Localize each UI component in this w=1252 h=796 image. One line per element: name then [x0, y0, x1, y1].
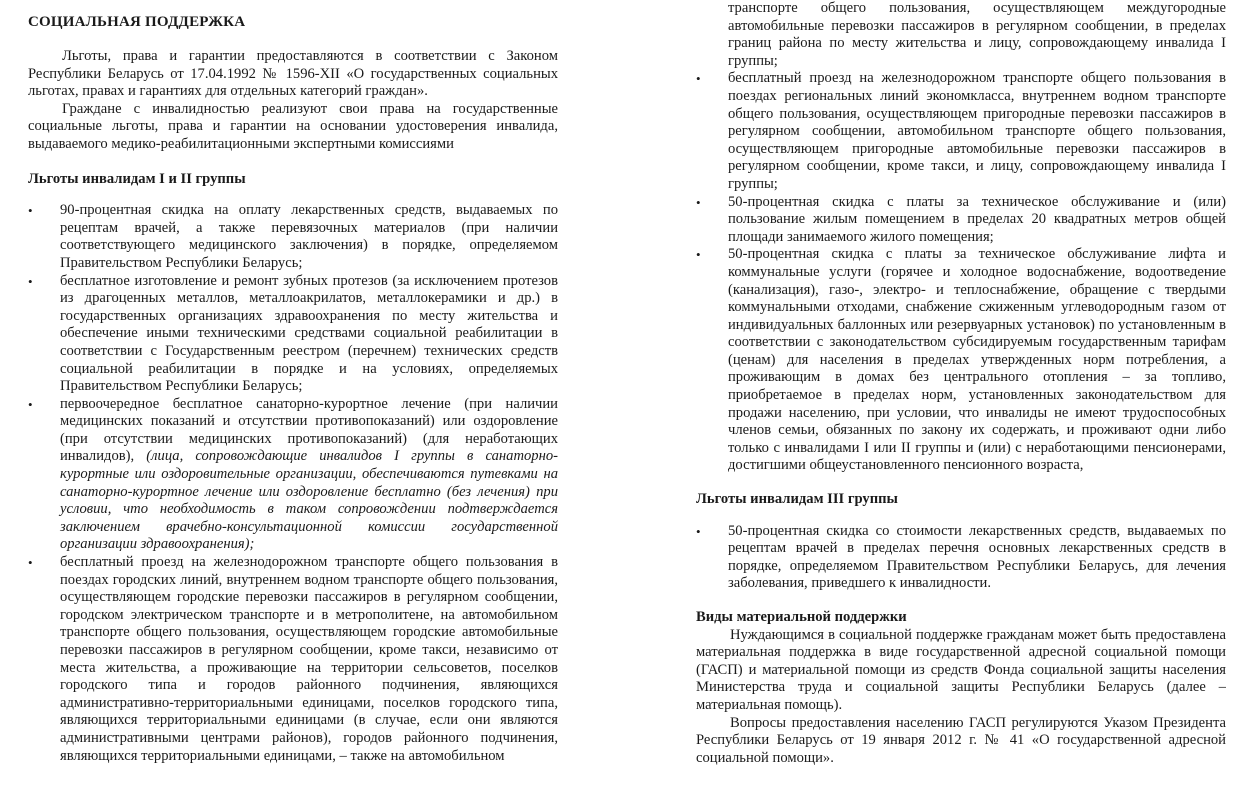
benefits-list-groups-1-2 — [28, 202, 558, 765]
list-item: • бесплатный проезд на железнодорожном транспорте общего пользования в поездах городских линий, внутреннем водном транспорте общего пользования, осуществляющем городские перевозки пассажиров в регулярном сообщении, городском электрическом транспорте и в метрополитене, на автомобильном транспорте общего пользования, осуществляющем городские автомобильные перевозки пассажиров в регулярном сообщении, кроме такси, независимо от места жительства, а проживающие на территории сельсоветов, поселков городского типа и городов районного подчинения, являющихся административно-территориальными единицами, поселков городского типа, являющихся территориальными единицами (в случае, если они являются административными центрами районов), городов районного подчинения, являющихся территориальными единицами, – также на автомобильном — [28, 554, 558, 765]
page-title: СОЦИАЛЬНАЯ ПОДДЕРЖКА — [28, 14, 246, 30]
heading-groups-1-2: Льготы инвалидам I и II группы — [28, 170, 246, 187]
list-item: • 50-процентная скидка со стоимости лекарственных средств, выдаваемых по рецептам врачей в пределах перечня основных лекарственных средств в порядке, определяемом Правительством Республики Беларусь, для лечения заболевания, приведшего к инвалидности. — [696, 523, 1226, 593]
benefits-list-group-3 — [696, 523, 1226, 593]
left-page — [28, 0, 558, 796]
heading-material-support: Виды материальной поддержки — [696, 609, 907, 625]
intro-paragraph-law: Льготы, права и гарантии предоставляются в соответствии с Законом Республики Беларусь от 17.04.1992 № 1596-XII «О государственных социальных льготах, правах и гарантиях для отдельных категорий граждан». — [28, 48, 558, 100]
benefits-list-continued — [696, 0, 1226, 475]
gasp-regulation-paragraph: Вопросы предоставления населению ГАСП регулируются Указом Президента Республики Беларусь от 19 января 2012 г. № 41 «О государственной адресной социальной помощи». — [696, 714, 1226, 766]
list-item: • 90-процентная скидка на оплату лекарственных средств, выдаваемых по рецептам врачей, а также перевязочных материалов (при наличии соответствующего медицинского заключения) в порядке, определяемом Правительством Республики Беларусь; — [28, 202, 558, 272]
list-item-italic-note: (лица, сопровождающие инвалидов I группы в санаторно-курортные или оздоровительные организации, обеспечиваются путевками на санаторно-курортное лечение или оздоровление бесплатно (без лечения) при условии, что необходимость в таком сопровождении подтверждается заключением врачебно-консультационной комиссии государственной организации здравоохранения); — [60, 448, 558, 553]
material-support-paragraph: Нуждающимся в социальной поддержке гражданам может быть предоставлена материальная поддержка в виде государственной адресной социальной помощи (ГАСП) и материальной помощи из средств Фонда социальной защиты населения Министерства труда и социальной защиты Республики Беларусь (далее – материальная помощь). — [696, 626, 1226, 713]
list-item — [28, 396, 558, 554]
intro-paragraph-rights: Граждане с инвалидностью реализуют свои права на государственные социальные льготы, права и гарантии на основании удостоверения инвалида, выдаваемого медико-реабилитационными экспертными комиссиями — [28, 100, 558, 152]
list-item: • 50-процентная скидка с платы за техническое обслуживание лифта и коммунальные услуги (горячее и холодное водоснабжение, водоотведение (канализация), газо-, электро- и теплоснабжение, обращение с твердыми коммунальными отходами, снабжение сжиженным углеводородным газом от индивидуальных баллонных или резервуарных установок) по установленным в соответствии с законодательством субсидируемым государственным тарифам (ценам) для населения в пределах утвержденных норм потребления, а проживающим в домах без центрального отопления – за топливо, приобретаемое в пределах норм, установленных законодательством для продажи населению, при условии, что инвалиды не имеют трудоспособных членов семьи, обязанных по закону их содержать, и проживают одни либо только с инвалидами I или II группы и (или) с неработающими пенсионерами, достигшими общеустановленного пенсионного возраста, — [696, 246, 1226, 475]
list-item-continuation: транспорте общего пользования, осуществляющем междугородные автомобильные перевозки пассажиров в регулярном сообщении, в пределах границ района по месту жительства и лицу, сопровождающему инвалида I группы; — [728, 0, 1226, 69]
list-item: • бесплатный проезд на железнодорожном транспорте общего пользования в поездах региональных линий экономкласса, внутреннем водном транспорте общего пользования, осуществляющем пригородные перевозки пассажиров в регулярном сообщении, автомобильном транспорте общего пользования, осуществляющем пригородные автомобильные перевозки пассажиров в регулярном сообщении, кроме такси, и лицу, сопровождающему инвалида I группы; — [696, 70, 1226, 193]
list-item-text: первоочередное бесплатное санаторно-курортное лечение (при наличии медицинских показаний и отсутствии противопоказаний) или оздоровление (при отсутствии медицинских противопоказаний) (для неработающих инвалидов), — [60, 395, 558, 465]
list-item: • бесплатное изготовление и ремонт зубных протезов (за исключением протезов из драгоценных металлов, металлоакрилатов, металлокерамики и др.) в государственных организациях здравоохранения по месту жительства и обеспечение иными техническими средствами социальной реабилитации в соответствии с Государственным реестром (перечнем) технических средств социальной реабилитации в порядке и на условиях, определяемых Правительством Республики Беларусь; — [28, 273, 558, 396]
list-item: • 50-процентная скидка с платы за техническое обслуживание и (или) пользование жилым помещением в пределах 20 квадратных метров общей площади занимаемого жилого помещения; — [696, 194, 1226, 247]
heading-group-3: Льготы инвалидам III группы — [696, 491, 898, 508]
right-page — [696, 0, 1226, 796]
